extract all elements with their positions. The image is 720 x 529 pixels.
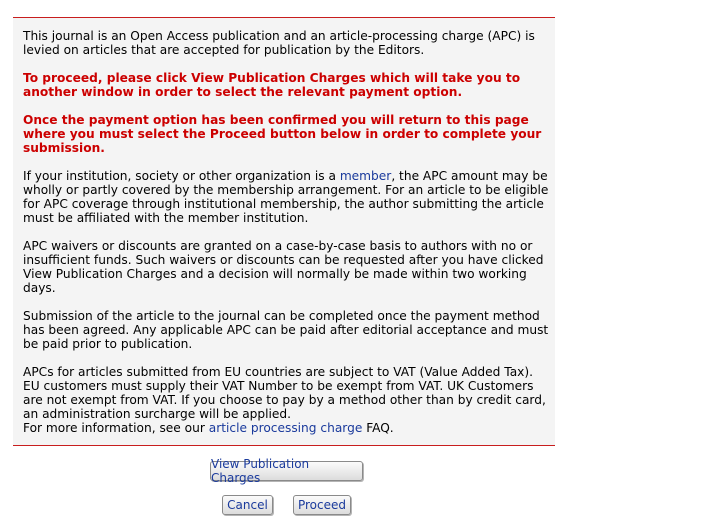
return-instruction: Once the payment option has been confirmed you will return to this page where you must select the Proceed button below in order to complete your submission. bbox=[23, 113, 542, 155]
membership-text-after: , the APC amount may be wholly or partly covered by the membership arrangement. For an article to be eligible for APC coverage through institutional membership, the author submitting the article must be affiliated with the member institution. bbox=[23, 169, 549, 225]
apc-faq-link[interactable]: article processing charge bbox=[208, 421, 363, 435]
vat-paragraph bbox=[23, 365, 551, 435]
faq-text-after: FAQ. bbox=[362, 421, 394, 435]
faq-text-before: For more information, see our bbox=[23, 421, 209, 435]
view-publication-charges-button[interactable]: View Publication Charges bbox=[210, 461, 363, 481]
vat-text: APCs for articles submitted from EU countries are subject to VAT (Value Added Tax). EU customers must supply their VAT Number to be exempt from VAT. UK Customers are not exempt from VAT. If you choose to pay by a method other than by credit card, an administration surcharge will be applied. bbox=[23, 365, 546, 421]
cancel-button[interactable]: Cancel bbox=[222, 495, 273, 515]
apc-info-panel bbox=[13, 17, 555, 446]
intro-paragraph: This journal is an Open Access publication and an article-processing charge (APC) is levied on articles that are accepted for publication by the Editors. bbox=[23, 29, 535, 57]
waivers-paragraph: APC waivers or discounts are granted on a case-by-case basis to authors with no or insufficient funds. Such waivers or discounts can be requested after you have clicked View Publication Charges and a decision will normally be made within two working days. bbox=[23, 239, 544, 295]
submission-paragraph: Submission of the article to the journal can be completed once the payment method has been agreed. Any applicable APC can be paid after editorial acceptance and must be paid prior to publication. bbox=[23, 309, 549, 351]
membership-text-before: If your institution, society or other organization is a bbox=[23, 169, 340, 183]
apc-info-content bbox=[23, 29, 551, 435]
proceed-button[interactable]: Proceed bbox=[293, 495, 351, 515]
membership-paragraph bbox=[23, 169, 551, 225]
proceed-instruction: To proceed, please click View Publication Charges which will take you to another window in order to select the relevant payment option. bbox=[23, 71, 521, 99]
member-link[interactable]: member bbox=[339, 169, 392, 183]
